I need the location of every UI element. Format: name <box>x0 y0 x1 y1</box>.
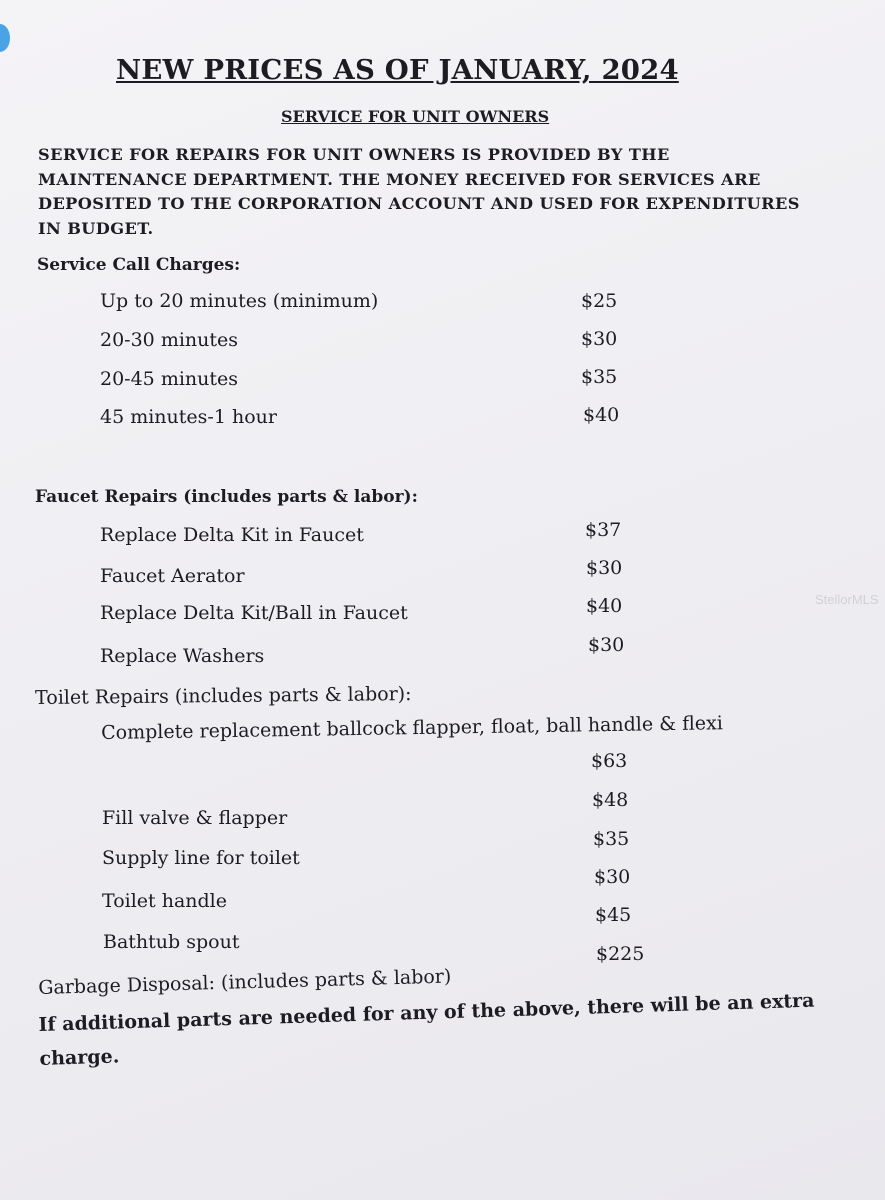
faucet-price: $37 <box>585 519 622 541</box>
faucet-price: $30 <box>588 634 625 656</box>
blue-marker <box>0 24 10 52</box>
faucet-item: Replace Washers <box>100 645 265 667</box>
service-call-price: $35 <box>581 366 618 388</box>
toilet-price: $63 <box>591 750 628 772</box>
toilet-item: Toilet handle <box>102 890 227 912</box>
toilet-item: Supply line for toilet <box>102 847 300 869</box>
toilet-item: Bathtub spout <box>103 931 240 953</box>
toilet-price: $35 <box>593 828 630 850</box>
service-call-price: $25 <box>581 290 618 312</box>
toilet-item: Complete replacement ballcock flapper, float, ball handle & flexi <box>101 712 724 744</box>
toilet-price: $225 <box>596 943 645 965</box>
service-call-heading: Service Call Charges: <box>37 255 241 275</box>
toilet-price: $45 <box>595 904 632 926</box>
faucet-price: $30 <box>586 557 623 579</box>
toilet-item: Fill valve & flapper <box>102 807 288 829</box>
service-call-price: $40 <box>583 404 620 426</box>
watermark: StellorMLS <box>815 592 879 607</box>
faucet-item: Replace Delta Kit in Faucet <box>100 524 364 546</box>
toilet-heading: Toilet Repairs (includes parts & labor): <box>35 683 412 709</box>
faucet-heading: Faucet Repairs (includes parts & labor): <box>35 487 418 507</box>
intro-paragraph: SERVICE FOR REPAIRS FOR UNIT OWNERS IS PROVIDED BY THE MAINTENANCE DEPARTMENT. THE MONEY RECEIVED FOR SERVICES ARE DEPOSITED TO THE CORPORATION ACCOUNT AND USED FOR EXPENDITURES IN BUDGET. <box>38 145 800 238</box>
toilet-price: $30 <box>594 866 631 888</box>
page-title: NEW PRICES AS OF JANUARY, 2024 <box>116 54 679 86</box>
garbage-heading: Garbage Disposal: (includes parts & labor) <box>38 965 452 999</box>
faucet-price: $40 <box>586 595 623 617</box>
service-call-item: 45 minutes-1 hour <box>100 406 277 428</box>
service-call-item: 20-45 minutes <box>100 368 239 390</box>
footer-note: If additional parts are needed for any of the above, there will be an extra charge. <box>38 989 815 1070</box>
faucet-item: Faucet Aerator <box>100 565 245 587</box>
service-call-item: 20-30 minutes <box>100 329 239 351</box>
page-subtitle: SERVICE FOR UNIT OWNERS <box>281 107 550 126</box>
faucet-item: Replace Delta Kit/Ball in Faucet <box>100 602 408 624</box>
toilet-price: $48 <box>592 789 629 811</box>
service-call-price: $30 <box>581 328 618 350</box>
service-call-item: Up to 20 minutes (minimum) <box>100 290 379 312</box>
